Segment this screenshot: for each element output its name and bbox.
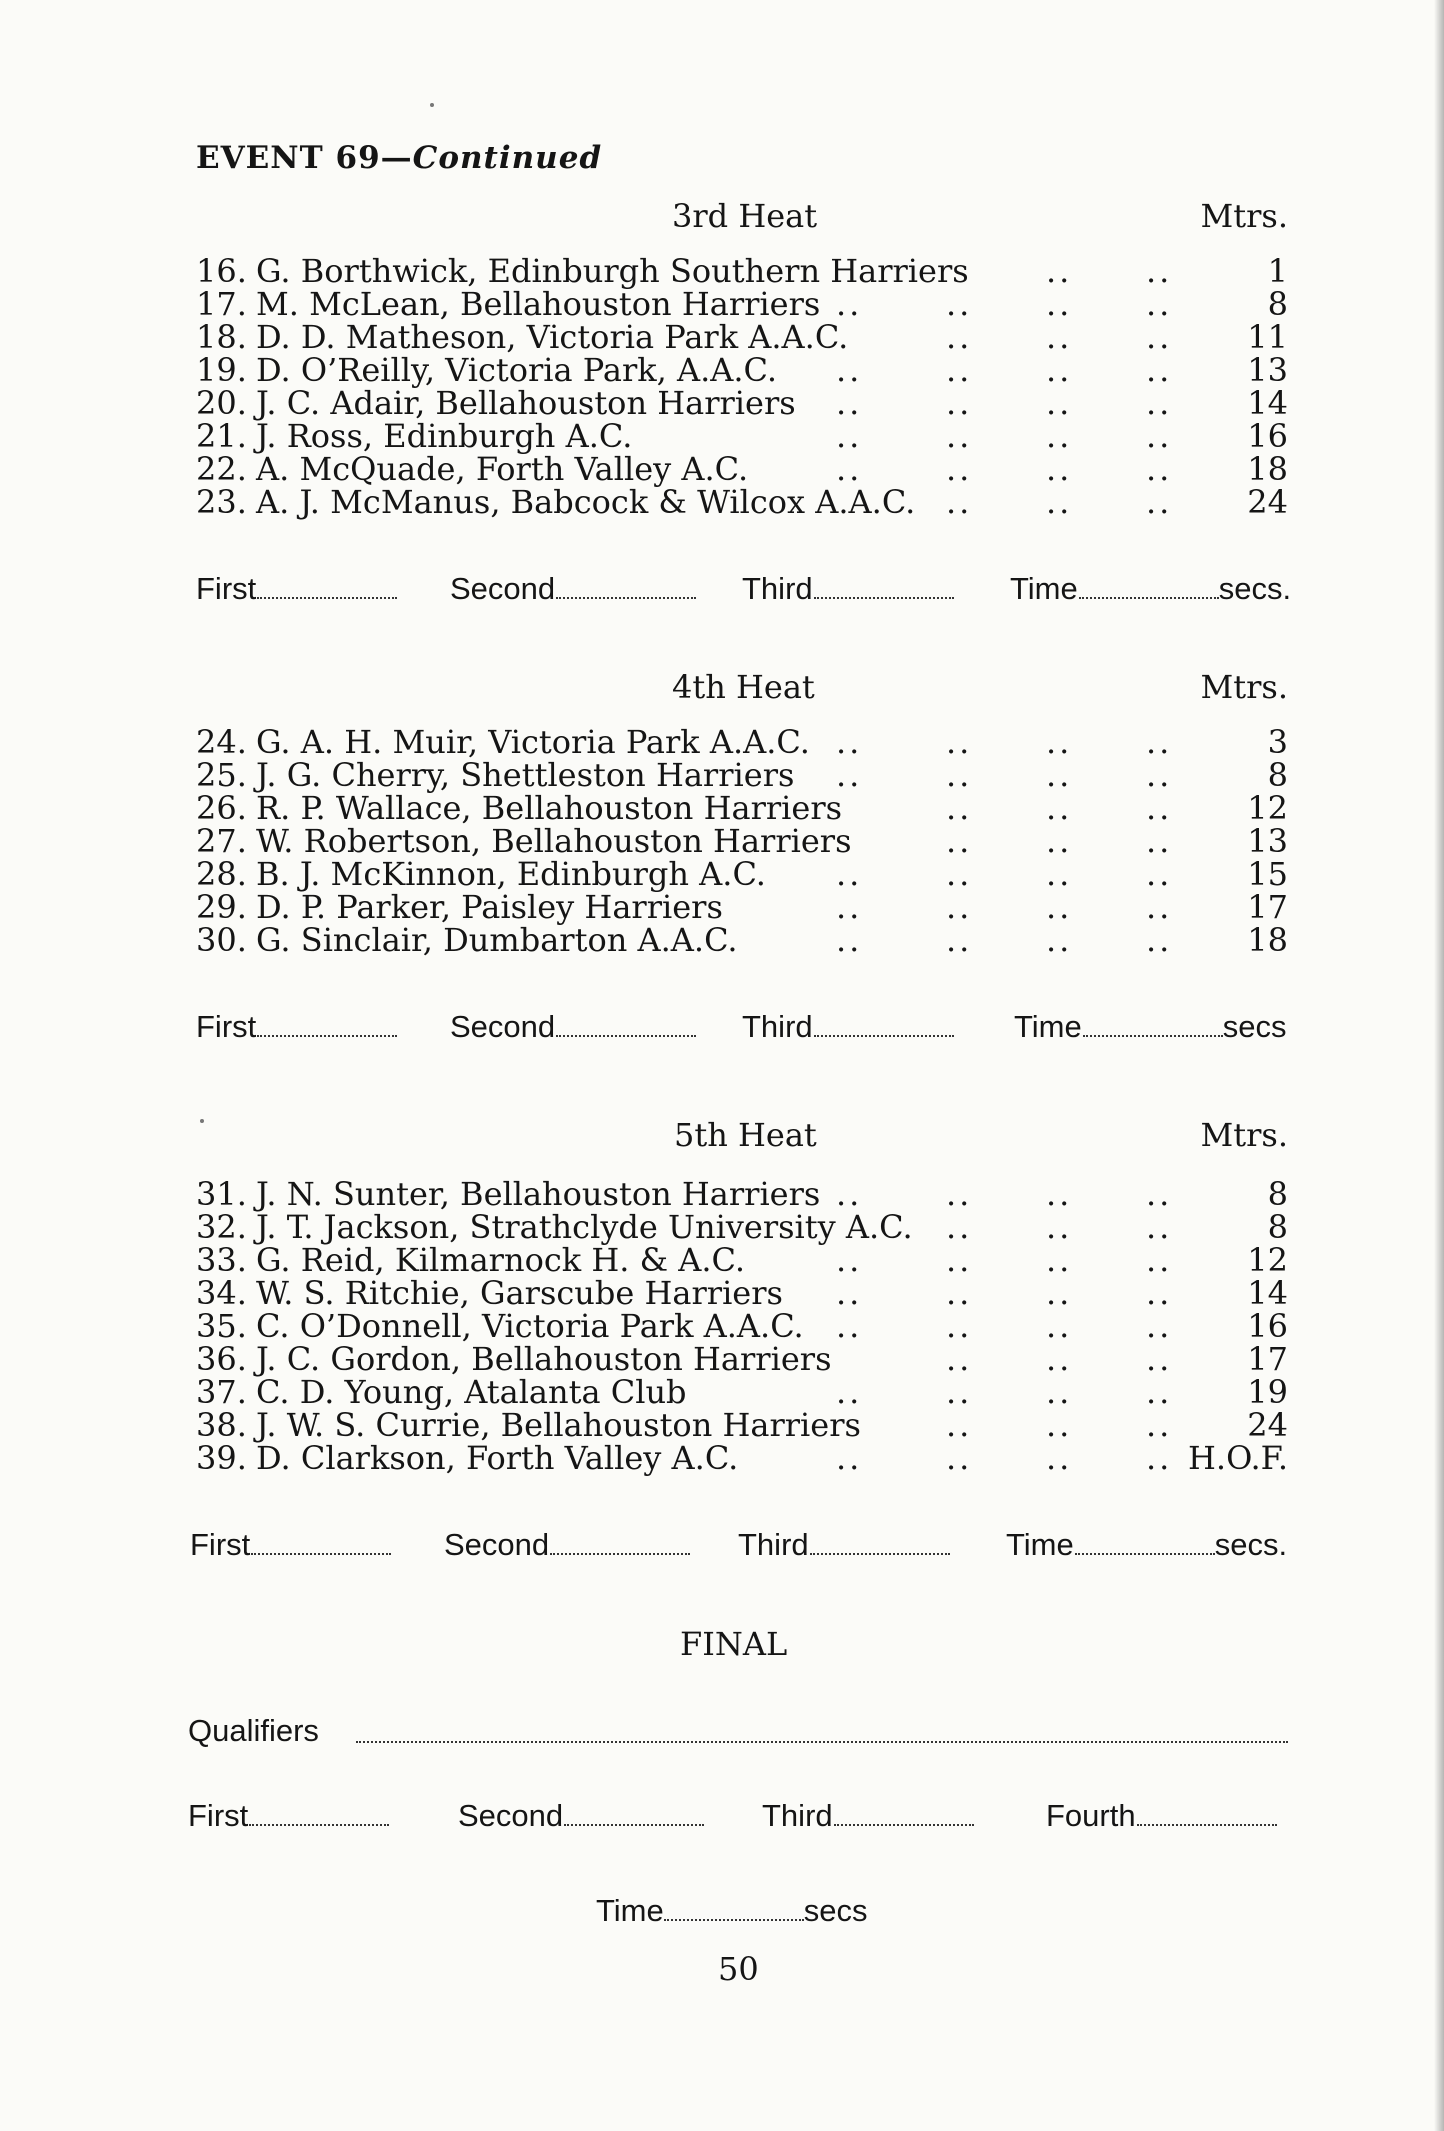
- entry-row: [196, 252, 1288, 290]
- entry-row: [196, 318, 1288, 356]
- entry-row: [196, 384, 1288, 422]
- competitor-name: C. D. Young, Atalanta Club: [256, 1373, 687, 1411]
- entry-number: 19.: [196, 351, 247, 389]
- entry-row: [196, 450, 1288, 488]
- heat-entries-4th: [196, 723, 1288, 959]
- secs-label: secs: [803, 1893, 868, 1928]
- qualifiers-label: Qualifiers: [188, 1713, 319, 1748]
- competitor-name: W. S. Ritchie, Garscube Harriers: [256, 1274, 783, 1312]
- handicap-value: 12: [1247, 1241, 1288, 1279]
- entry-row: [196, 1307, 1288, 1345]
- fourth-label: Fourth: [1046, 1798, 1136, 1833]
- entry-row: [196, 1406, 1288, 1444]
- leader-dots: .. .. ..: [946, 1406, 1173, 1444]
- leader-dots: .. .. ..: [946, 789, 1173, 827]
- competitor-name: M. McLean, Bellahouston Harriers: [256, 285, 821, 323]
- leader-dots: .. .. .. ..: [836, 921, 1173, 959]
- secs-label: secs: [1222, 1009, 1287, 1044]
- competitor-name: D. D. Matheson, Victoria Park A.A.C.: [256, 318, 849, 356]
- heat-title: 5th Heat: [674, 1116, 817, 1154]
- entry-number: 37.: [196, 1373, 247, 1411]
- leader-dots: .. ..: [1046, 252, 1173, 290]
- leader-dots: .. .. ..: [946, 318, 1173, 356]
- heat-entries-5th: [196, 1175, 1288, 1477]
- page-number: 50: [718, 1950, 759, 1988]
- competitor-name: J. C. Adair, Bellahouston Harriers: [256, 384, 796, 422]
- leader-dots: .. .. .. ..: [836, 351, 1173, 389]
- entry-number: 33.: [196, 1241, 247, 1279]
- handicap-value: 18: [1247, 450, 1288, 488]
- entry-number: 36.: [196, 1340, 247, 1378]
- secs-label: secs.: [1218, 571, 1292, 606]
- handicap-value: H.O.F.: [1188, 1439, 1288, 1477]
- heat-header-4th: [196, 668, 1288, 708]
- competitor-name: J. Ross, Edinburgh A.C.: [256, 417, 633, 455]
- entry-row: [196, 351, 1288, 389]
- leader-dots: .. .. .. ..: [836, 450, 1173, 488]
- entry-row: [196, 417, 1288, 455]
- competitor-name: D. O’Reilly, Victoria Park, A.A.C.: [256, 351, 778, 389]
- entry-number: 26.: [196, 789, 247, 827]
- heat-results-5th: [190, 1527, 1288, 1567]
- third-label: Third: [742, 1009, 813, 1044]
- handicap-value: 12: [1247, 789, 1288, 827]
- first-label: First: [196, 571, 257, 606]
- time-label: Time: [596, 1893, 664, 1928]
- event-number: EVENT 69—: [196, 140, 413, 176]
- competitor-name: J. W. S. Currie, Bellahouston Harriers: [256, 1406, 861, 1444]
- programme-page: [188, 0, 1292, 2131]
- second-label: Second: [458, 1798, 564, 1833]
- entry-number: 21.: [196, 417, 247, 455]
- entry-row: [196, 855, 1288, 893]
- time-label: Time: [1010, 571, 1078, 606]
- handicap-value: 14: [1247, 384, 1288, 422]
- handicap-value: 16: [1247, 417, 1288, 455]
- handicap-value: 18: [1247, 921, 1288, 959]
- event-continued: Continued: [412, 140, 603, 176]
- first-label: First: [188, 1798, 249, 1833]
- competitor-name: D. Clarkson, Forth Valley A.C.: [256, 1439, 739, 1477]
- handicap-value: 8: [1267, 1175, 1288, 1213]
- entry-number: 22.: [196, 450, 247, 488]
- time-label: Time: [1014, 1009, 1082, 1044]
- handicap-value: 8: [1267, 1208, 1288, 1246]
- paper-speck: [430, 103, 434, 107]
- handicap-value: 16: [1247, 1307, 1288, 1345]
- leader-dots: .. .. .. ..: [836, 1307, 1173, 1345]
- entry-row: [196, 1208, 1288, 1246]
- entry-row: [196, 888, 1288, 926]
- entry-row: [196, 1439, 1288, 1477]
- entry-row: [196, 822, 1288, 860]
- entry-row: [196, 723, 1288, 761]
- competitor-name: W. Robertson, Bellahouston Harriers: [256, 822, 852, 860]
- leader-dots: .. .. .. ..: [836, 417, 1173, 455]
- heat-entries-3rd: [196, 252, 1288, 521]
- leader-dots: .. .. .. ..: [836, 1373, 1173, 1411]
- entry-number: 16.: [196, 252, 247, 290]
- entry-row: [196, 483, 1288, 521]
- entry-row: [196, 1340, 1288, 1378]
- third-label: Third: [762, 1798, 833, 1833]
- entry-number: 35.: [196, 1307, 247, 1345]
- competitor-name: G. A. H. Muir, Victoria Park A.A.C.: [256, 723, 810, 761]
- leader-dots: .. .. ..: [946, 483, 1173, 521]
- entry-number: 23.: [196, 483, 247, 521]
- handicap-value: 13: [1247, 822, 1288, 860]
- leader-dots: .. .. ..: [946, 1208, 1173, 1246]
- heat-results-4th: [196, 1009, 1288, 1049]
- entry-number: 29.: [196, 888, 247, 926]
- competitor-name: G. Borthwick, Edinburgh Southern Harriers: [256, 252, 969, 290]
- entry-number: 20.: [196, 384, 247, 422]
- leader-dots: .. .. .. ..: [836, 285, 1173, 323]
- entry-row: [196, 1241, 1288, 1279]
- entry-number: 34.: [196, 1274, 247, 1312]
- handicap-value: 3: [1267, 723, 1288, 761]
- entry-number: 30.: [196, 921, 247, 959]
- third-label: Third: [742, 571, 813, 606]
- handicap-value: 11: [1247, 318, 1288, 356]
- competitor-name: J. C. Gordon, Bellahouston Harriers: [256, 1340, 832, 1378]
- handicap-value: 24: [1247, 1406, 1288, 1444]
- final-time-line: [596, 1893, 868, 1929]
- entry-number: 28.: [196, 855, 247, 893]
- handicap-value: 8: [1267, 285, 1288, 323]
- entry-number: 17.: [196, 285, 247, 323]
- entry-row: [196, 789, 1288, 827]
- competitor-name: A. McQuade, Forth Valley A.C.: [256, 450, 749, 488]
- entry-row: [196, 921, 1288, 959]
- leader-dots: .. .. ..: [946, 1340, 1173, 1378]
- entry-row: [196, 1274, 1288, 1312]
- handicap-value: 17: [1247, 888, 1288, 926]
- heat-title: 4th Heat: [672, 668, 815, 706]
- leader-dots: .. .. .. ..: [836, 756, 1173, 794]
- final-title: FINAL: [680, 1625, 788, 1663]
- entry-number: 25.: [196, 756, 247, 794]
- competitor-name: A. J. McManus, Babcock & Wilcox A.A.C.: [256, 483, 916, 521]
- time-label: Time: [1006, 1527, 1074, 1562]
- leader-dots: .. .. .. ..: [836, 1175, 1173, 1213]
- competitor-name: C. O’Donnell, Victoria Park A.A.C.: [256, 1307, 804, 1345]
- entry-number: 24.: [196, 723, 247, 761]
- entry-number: 32.: [196, 1208, 247, 1246]
- heat-header-5th: [196, 1116, 1288, 1156]
- competitor-name: J. G. Cherry, Shettleston Harriers: [256, 756, 795, 794]
- entry-row: [196, 285, 1288, 323]
- second-label: Second: [450, 571, 556, 606]
- first-label: First: [196, 1009, 257, 1044]
- qualifiers-line: [188, 1713, 1288, 1753]
- competitor-name: R. P. Wallace, Bellahouston Harriers: [256, 789, 843, 827]
- secs-label: secs.: [1214, 1527, 1288, 1562]
- second-label: Second: [450, 1009, 556, 1044]
- heat-unit: Mtrs.: [1200, 668, 1288, 706]
- heat-unit: Mtrs.: [1200, 1116, 1288, 1154]
- page-edge-shadow: [1434, 0, 1444, 2131]
- handicap-value: 19: [1247, 1373, 1288, 1411]
- handicap-value: 13: [1247, 351, 1288, 389]
- heat-header-3rd: [196, 197, 1288, 237]
- leader-dots: .. .. .. ..: [836, 384, 1173, 422]
- entry-number: 39.: [196, 1439, 247, 1477]
- heat-unit: Mtrs.: [1200, 197, 1288, 235]
- leader-dots: .. .. .. ..: [836, 888, 1173, 926]
- competitor-name: G. Sinclair, Dumbarton A.A.C.: [256, 921, 738, 959]
- entry-row: [196, 1373, 1288, 1411]
- handicap-value: 24: [1247, 483, 1288, 521]
- competitor-name: G. Reid, Kilmarnock H. & A.C.: [256, 1241, 746, 1279]
- handicap-value: 15: [1247, 855, 1288, 893]
- handicap-value: 17: [1247, 1340, 1288, 1378]
- leader-dots: .. .. .. ..: [836, 855, 1173, 893]
- handicap-value: 8: [1267, 756, 1288, 794]
- competitor-name: J. T. Jackson, Strathclyde University A.C.: [256, 1208, 913, 1246]
- handicap-value: 14: [1247, 1274, 1288, 1312]
- competitor-name: D. P. Parker, Paisley Harriers: [256, 888, 723, 926]
- leader-dots: .. .. .. ..: [836, 1274, 1173, 1312]
- competitor-name: B. J. McKinnon, Edinburgh A.C.: [256, 855, 766, 893]
- third-label: Third: [738, 1527, 809, 1562]
- leader-dots: .. .. .. ..: [836, 1241, 1173, 1279]
- event-title: [196, 140, 602, 176]
- second-label: Second: [444, 1527, 550, 1562]
- handicap-value: 1: [1267, 252, 1288, 290]
- entry-number: 38.: [196, 1406, 247, 1444]
- competitor-name: J. N. Sunter, Bellahouston Harriers: [256, 1175, 821, 1213]
- entry-number: 18.: [196, 318, 247, 356]
- final-places: [188, 1798, 1288, 1838]
- entry-number: 31.: [196, 1175, 247, 1213]
- first-label: First: [190, 1527, 251, 1562]
- heat-results-3rd: [196, 571, 1292, 611]
- heat-title: 3rd Heat: [672, 197, 818, 235]
- paper-speck: [200, 1119, 204, 1123]
- leader-dots: .. .. ..: [946, 822, 1173, 860]
- leader-dots: .. .. .. ..: [836, 1439, 1173, 1477]
- entry-row: [196, 1175, 1288, 1213]
- entry-number: 27.: [196, 822, 247, 860]
- entry-row: [196, 756, 1288, 794]
- leader-dots: .. .. .. ..: [836, 723, 1173, 761]
